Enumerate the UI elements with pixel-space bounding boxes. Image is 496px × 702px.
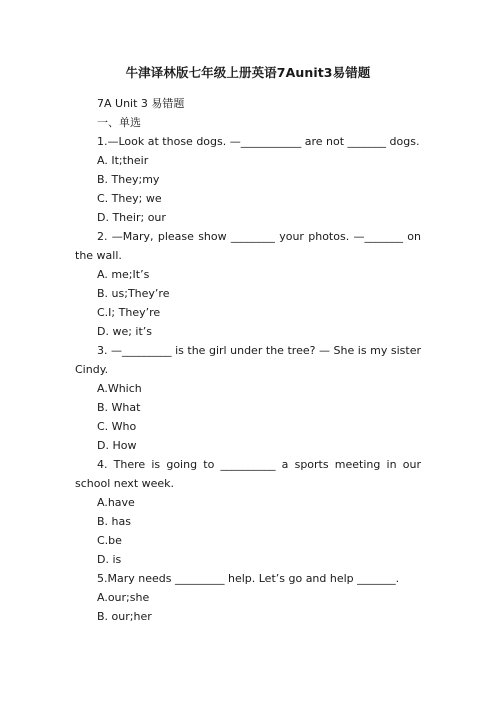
q4-option-d: D. is [97, 553, 122, 566]
q1-option-d: D. Their; our [97, 211, 166, 224]
q4-option-a: A.have [97, 496, 135, 509]
q5-option-a: A.our;she [97, 591, 150, 604]
q3-option-d: D. How [97, 439, 137, 452]
q3-option-a: A.Which [97, 382, 142, 395]
unit-heading: 7A Unit 3 易错题 [97, 97, 185, 110]
question-2: 2. —Mary, please show ________ your photos. —_______ on the wall. [75, 230, 421, 262]
question-5: 5.Mary needs _________ help. Let’s go and help _______. [97, 572, 400, 585]
q3-option-c: C. Who [97, 420, 137, 433]
q4-option-c: C.be [97, 534, 122, 547]
question-4: 4. There is going to __________ a sports meeting in our school next week. [75, 458, 421, 490]
q2-option-c: C.I; They’re [97, 306, 161, 319]
section-heading: 一、单选 [97, 116, 141, 129]
q1-option-c: C. They; we [97, 192, 162, 205]
q4-option-b: B. has [97, 515, 131, 528]
document-title: 牛津译林版七年级上册英语7Aunit3易错题 [125, 65, 371, 80]
q1-option-a: A. It;their [97, 154, 149, 167]
document-body [75, 94, 421, 626]
q1-option-b: B. They;my [97, 173, 160, 186]
q2-option-d: D. we; it’s [97, 325, 153, 338]
q5-option-b: B. our;her [97, 610, 152, 623]
q3-option-b: B. What [97, 401, 141, 414]
q2-option-a: A. me;It’s [97, 268, 150, 281]
question-3: 3. —_________ is the girl under the tree? — She is my sister Cindy. [75, 344, 421, 376]
q2-option-b: B. us;They’re [97, 287, 170, 300]
question-1: 1.—Look at those dogs. —___________ are not _______ dogs. [97, 135, 420, 148]
